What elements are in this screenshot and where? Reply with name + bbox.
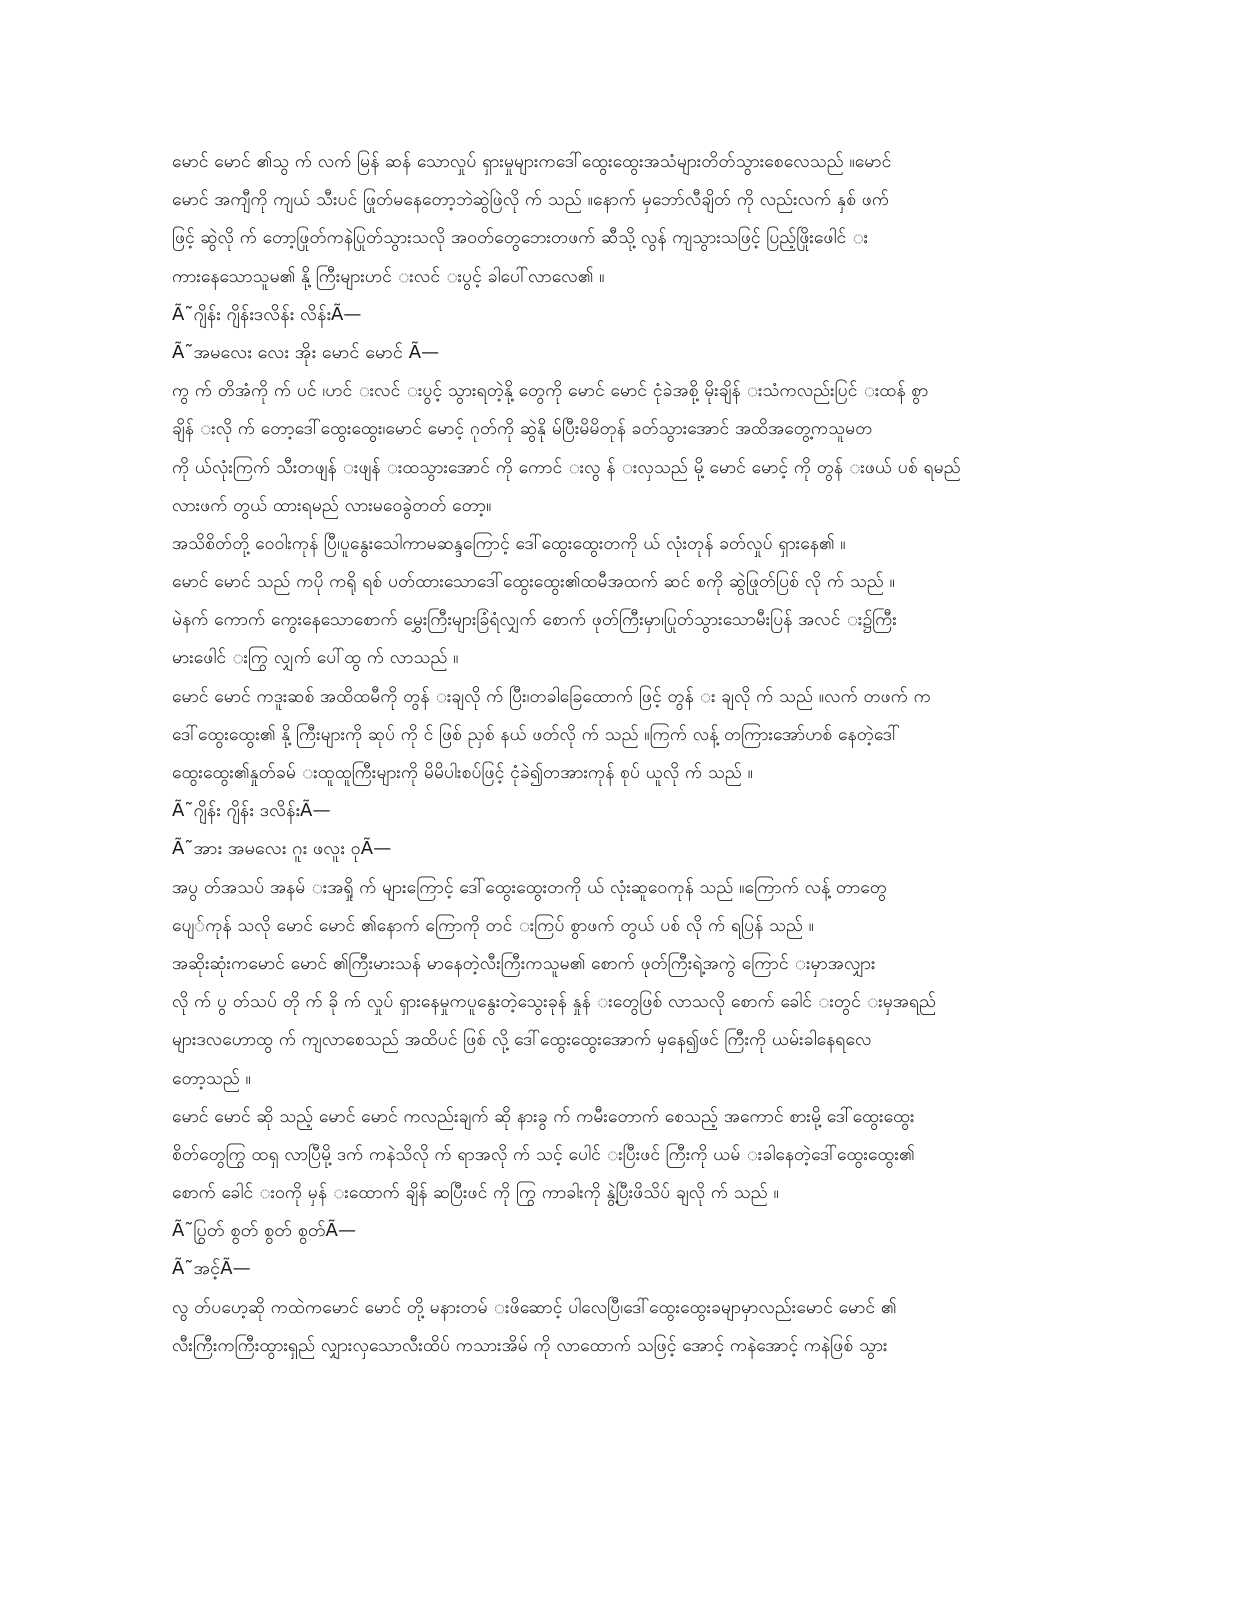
text-line: မောင် မောင် ဆို သည့် မောင် မောင် ကလည်းချက် ဆို နားခွ က် ကမီးတောက် စေသည့် အကောင် စားမို့ ဒေါ်ထွေးထွေး	[172, 1106, 915, 1127]
dialogue-line: Ã˜အား အမလေး ဂူး ဖလူး ဝုÃ—	[172, 838, 392, 860]
text-line: အဆိုးဆုံးကမောင် မောင် ၏ကြီးမားသန် မာနေတဲ့လီးကြီးကသူမ၏ စောက် ဖုတ်ကြီးရဲ့အကွဲ ကြောင် းမှာအလျှား	[172, 953, 876, 974]
text-line: လားဖက် တွယ် ထားရမည် လားမဝေခွဲတတ် တော့။	[172, 495, 492, 516]
text-line: ချိန် းလို က် တော့ဒေါ်ထွေးထွေး၊မောင် မောင့် ဂုတ်ကို ဆွဲနို မ်ပြီးမိမိတုန် ခတ်သွားအောင် အထိအတွေ့ကသူမတ	[172, 419, 873, 440]
text-line: ကားနေသောသူမ၏ နို့ ကြီးများဟင် းလင် းပွင့် ခါပေါ်လာလေ၏ ။	[172, 266, 605, 287]
text-line: အသိစိတ်တို့ ဝေဝါးကုန် ပြီ၊ပူနွေးသေါကာမဆန္ဒကြောင့် ဒေါ်ထွေးထွေးတကို ယ် လုံးတုန် ခတ်လှုပ် ရှားနေ၏ ။	[172, 533, 846, 554]
text-line: တော့သည် ။	[172, 1068, 251, 1089]
text-line: လွ တ်ပဟေ့ဆို ကထဲကမောင် မောင် တို့ မနားတမ် းဖိဆောင့် ပါလေပြီ၊ဒေါ်ထွေးထွေးခမျာမှာလည်းမောင် မောင် ၏	[172, 1297, 897, 1318]
dialogue-line: Ã˜ဂျိန်း ဂျိန်းဒလိန်း လိန်းÃ—	[172, 303, 362, 325]
text-line: မဲနက် ကောက် ကွေးနေသောစောက် မွှေးကြီးများခြံရံလျှက် စောက် ဖုတ်ကြီးမှာ၊ပြုတ်သွားသောမီးပြန် အလင် း၌ကြီး	[172, 610, 897, 631]
text-line: စိတ်တွေကြွ ထရှ လာပြီမို့ ဒက် ကနဲသိလို က် ရာအလို က် သင့် ပေါင် းပြီးဖင် ကြီးကို ယမ် းခါနေတဲ့ဒေါ်ထွေးထွေး၏	[172, 1144, 915, 1165]
text-line: များဒလဟောထွ က် ကျလာစေသည် အထိပင် ဖြစ် လို့ ဒေါ်ထွေးထွေးအောက် မှနေ၍ဖင် ကြီးကို ယမ်းခါနေရလေ	[172, 1030, 872, 1051]
document-body	[172, 143, 1052, 1365]
text-line: မောင် မောင် ၏သွ က် လက် မြန် ဆန် သောလှုပ် ရှားမှုများကဒေါ်ထွေးထွေးအသံများတိတ်သွားစေလေသည် ။မောင်	[172, 152, 892, 172]
text-line: ပျေ်ကုန် သလို မောင် မောင် ၏နောက် ကြောကို တင် းကြပ် စွာဖက် တွယ် ပစ် လို က် ရပြန် သည် ။	[172, 915, 815, 936]
text-line: မောင် မောင် သည် ကပို ကရို ရစ် ပတ်ထားသောဒေါ်ထွေးထွေး၏ထမီအထက် ဆင် စကို ဆွဲဖြုတ်ပြစ် လို က် သည် ။	[172, 572, 895, 593]
text-line: လီးကြီးကကြီးထွားရှည် လျှားလှသောလီးထိပ် ကသားအိမ် ကို လာထောက် သဖြင့် အောင့် ကနဲအောင့် ကနဲဖြစ် သွား	[172, 1335, 888, 1356]
text-line: ဖြင့် ဆွဲလို က် တော့ဖြုတ်ကနဲပြုတ်သွားသလို အဝတ်တွေဘေးတဖက် ဆီသို့ လွန် ကျသွားသဖြင့် ပြည့်ဖြိုးဖေါင် း	[172, 228, 869, 249]
dialogue-line: Ã˜အမလေး လေး အိုး မောင် မောင် Ã—	[172, 341, 440, 363]
dialogue-line: Ã˜ပြွတ် စွတ် စွတ် စွတ်Ã—	[172, 1220, 357, 1242]
text-line: ကွ က် တိအံကို က် ပင် ၊ဟင် းလင် းပွင့် သွားရတဲ့နို့ တွေကို မောင် မောင် ငုံခဲအစို့ မိုးချိန် းသံကလည်းပြင် းထန် စွာ	[172, 381, 929, 402]
dialogue-line: Ã˜အင့်Ã—	[172, 1258, 251, 1280]
text-line: စောက် ခေါင် းဝကို မှန် းထောက် ချိန် ဆပြီးဖင် ကို ကြွ ကာခါးကို နွဲ့ပြီးဖိသိပ် ချလို က် သည် ။	[172, 1183, 779, 1204]
text-line: ထွေးထွေး၏နှုတ်ခမ် းထူထူကြီးများကို မိမိပါးစပ်ဖြင့် ငုံခဲ၍တအားကုန် စုပ် ယူလို က် သည် ။	[172, 763, 753, 783]
dialogue-line: Ã˜ဂျိန်း ဂျိန်း ဒလိန်းÃ—	[172, 800, 331, 822]
text-line: မားဖေါင် းကြွ လျှက် ပေါ်ထွ က် လာသည် ။	[172, 648, 459, 669]
text-line: မောင် မောင် ကဒူးဆစ် အထိထမီကို တွန် းချလို က် ပြီး၊တခါခြေထောက် ဖြင့် တွန် း ချလို က် သည် ။လက် တဖက် က	[172, 686, 931, 707]
text-line: ကို ယ်လုံးကြက် သီးတဖျန် းဖျန် းထသွားအောင် ကို ကောင် းလွ န် းလှသည် မို့ မောင် မောင့် ကို တွန် းဖယ် ပစ် ရမည်	[172, 457, 961, 478]
text-line: လို က် ပွ တ်သပ် တို က် ခို က် လှုပ် ရှားနေမှုကပူနွေးတဲ့သွေးခုန် နှုန် းတွေဖြစ် လာသလို စောက် ခေါင် းတွင် းမှအရည်	[172, 992, 937, 1013]
text-line: အပွ တ်အသပ် အနမ် းအရှို က် များကြောင့် ဒေါ်ထွေးထွေးတကို ယ် လုံးဆူဝေကုန် သည် ။ကြောက် လန့် တာတွေ	[172, 877, 887, 898]
text-line: ဒေါ်ထွေးထွေး၏ နို့ ကြီးများကို ဆုပ် ကို င် ဖြစ် ညှစ် နယ် ဖတ်လို က် သည် ။ကြက် လန့် တကြားအော်ဟစ် နေတဲ့ဒေါ်	[172, 724, 900, 745]
text-line: မောင် အကျီကို ကျယ် သီးပင် ဖြုတ်မနေတော့ဘဲဆွဲဖြဲလို က် သည် ။နောက် မှဘော်လီချိတ် ကို လည်းလက် နှစ် ဖက်	[172, 190, 890, 211]
